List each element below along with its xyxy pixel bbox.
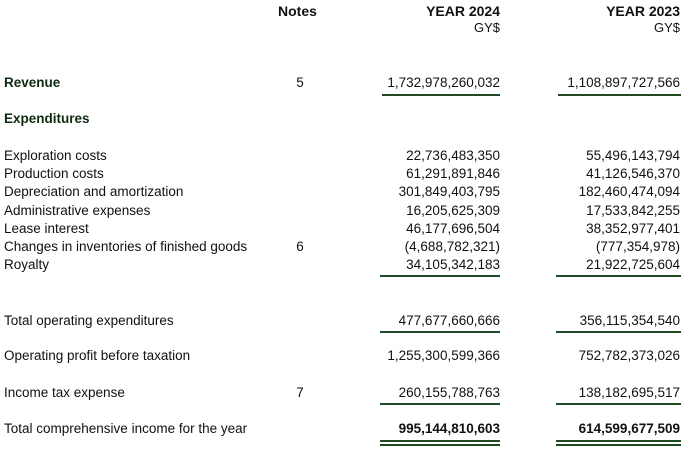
expenditures-heading: Expenditures [4, 111, 90, 126]
expenditures-2024-underline [380, 275, 500, 277]
expenditure-label: Depreciation and amortization [4, 184, 184, 199]
revenue-label: Revenue [4, 75, 61, 90]
total-operating-2023-underline [556, 331, 681, 333]
year-2024-column-header: YEAR 2024 [426, 3, 500, 19]
expenditures-2023-underline [556, 275, 681, 277]
operating-profit-label: Operating profit before taxation [4, 348, 191, 363]
income-tax-label: Income tax expense [4, 385, 125, 400]
income-tax-2024-underline [380, 403, 500, 405]
expenditure-2024: 22,736,483,350 [406, 148, 500, 163]
income-tax-note: 7 [296, 385, 304, 400]
revenue-2024: 1,732,978,260,032 [387, 75, 500, 90]
expenditure-label: Changes in inventories of finished goods [4, 239, 248, 254]
expenditure-2024: (4,688,782,321) [404, 239, 500, 254]
expenditure-2024: 16,205,625,309 [406, 203, 500, 218]
expenditure-2023: 17,533,842,255 [586, 203, 680, 218]
expenditure-2023: 55,496,143,794 [586, 148, 680, 163]
income-tax-2024: 260,155,788,763 [398, 385, 500, 400]
operating-profit-2024: 1,255,300,599,366 [387, 348, 500, 363]
expenditure-2024: 46,177,696,504 [406, 221, 500, 236]
total-operating-2023: 356,115,354,540 [579, 313, 680, 328]
revenue-2023: 1,108,897,727,566 [567, 75, 680, 90]
expenditure-2023: 21,922,725,604 [586, 257, 680, 272]
total-comprehensive-2023-double-underline [556, 440, 681, 442]
expenditure-2024: 301,849,403,795 [398, 184, 500, 199]
income-tax-2023: 138,182,695,517 [578, 385, 680, 400]
expenditure-2023: (777,354,978) [595, 239, 680, 254]
notes-column-header: Notes [278, 3, 317, 19]
expenditure-2023: 38,352,977,401 [586, 221, 680, 236]
expenditure-label: Royalty [4, 257, 50, 272]
expenditure-label: Administrative expenses [4, 203, 151, 218]
operating-profit-2023: 752,782,373,026 [578, 348, 680, 363]
total-operating-2024: 477,677,660,666 [398, 313, 500, 328]
total-operating-label: Total operating expenditures [4, 313, 174, 328]
currency-2023: GY$ [653, 20, 680, 35]
expenditure-2024: 61,291,891,846 [406, 166, 500, 181]
expenditure-label: Production costs [4, 166, 104, 181]
expenditure-2023: 182,460,474,094 [578, 184, 680, 199]
total-comprehensive-label: Total comprehensive income for the year [4, 421, 248, 436]
currency-2024: GY$ [473, 20, 500, 35]
year-2023-column-header: YEAR 2023 [606, 3, 680, 19]
revenue-2024-underline [382, 94, 500, 96]
total-operating-2024-underline [380, 331, 500, 333]
total-comprehensive-2023: 614,599,677,509 [578, 421, 680, 436]
revenue-2023-underline [558, 94, 681, 96]
revenue-note: 5 [296, 75, 304, 90]
income-tax-2023-underline [556, 403, 681, 405]
expenditure-2023: 41,126,546,370 [586, 166, 680, 181]
total-comprehensive-2024-double-underline [380, 440, 500, 442]
expenditure-note: 6 [296, 239, 304, 254]
expenditure-label: Lease interest [4, 221, 89, 236]
expenditure-2024: 34,105,342,183 [406, 257, 500, 272]
expenditure-label: Exploration costs [4, 148, 107, 163]
total-comprehensive-2024: 995,144,810,603 [398, 421, 500, 436]
